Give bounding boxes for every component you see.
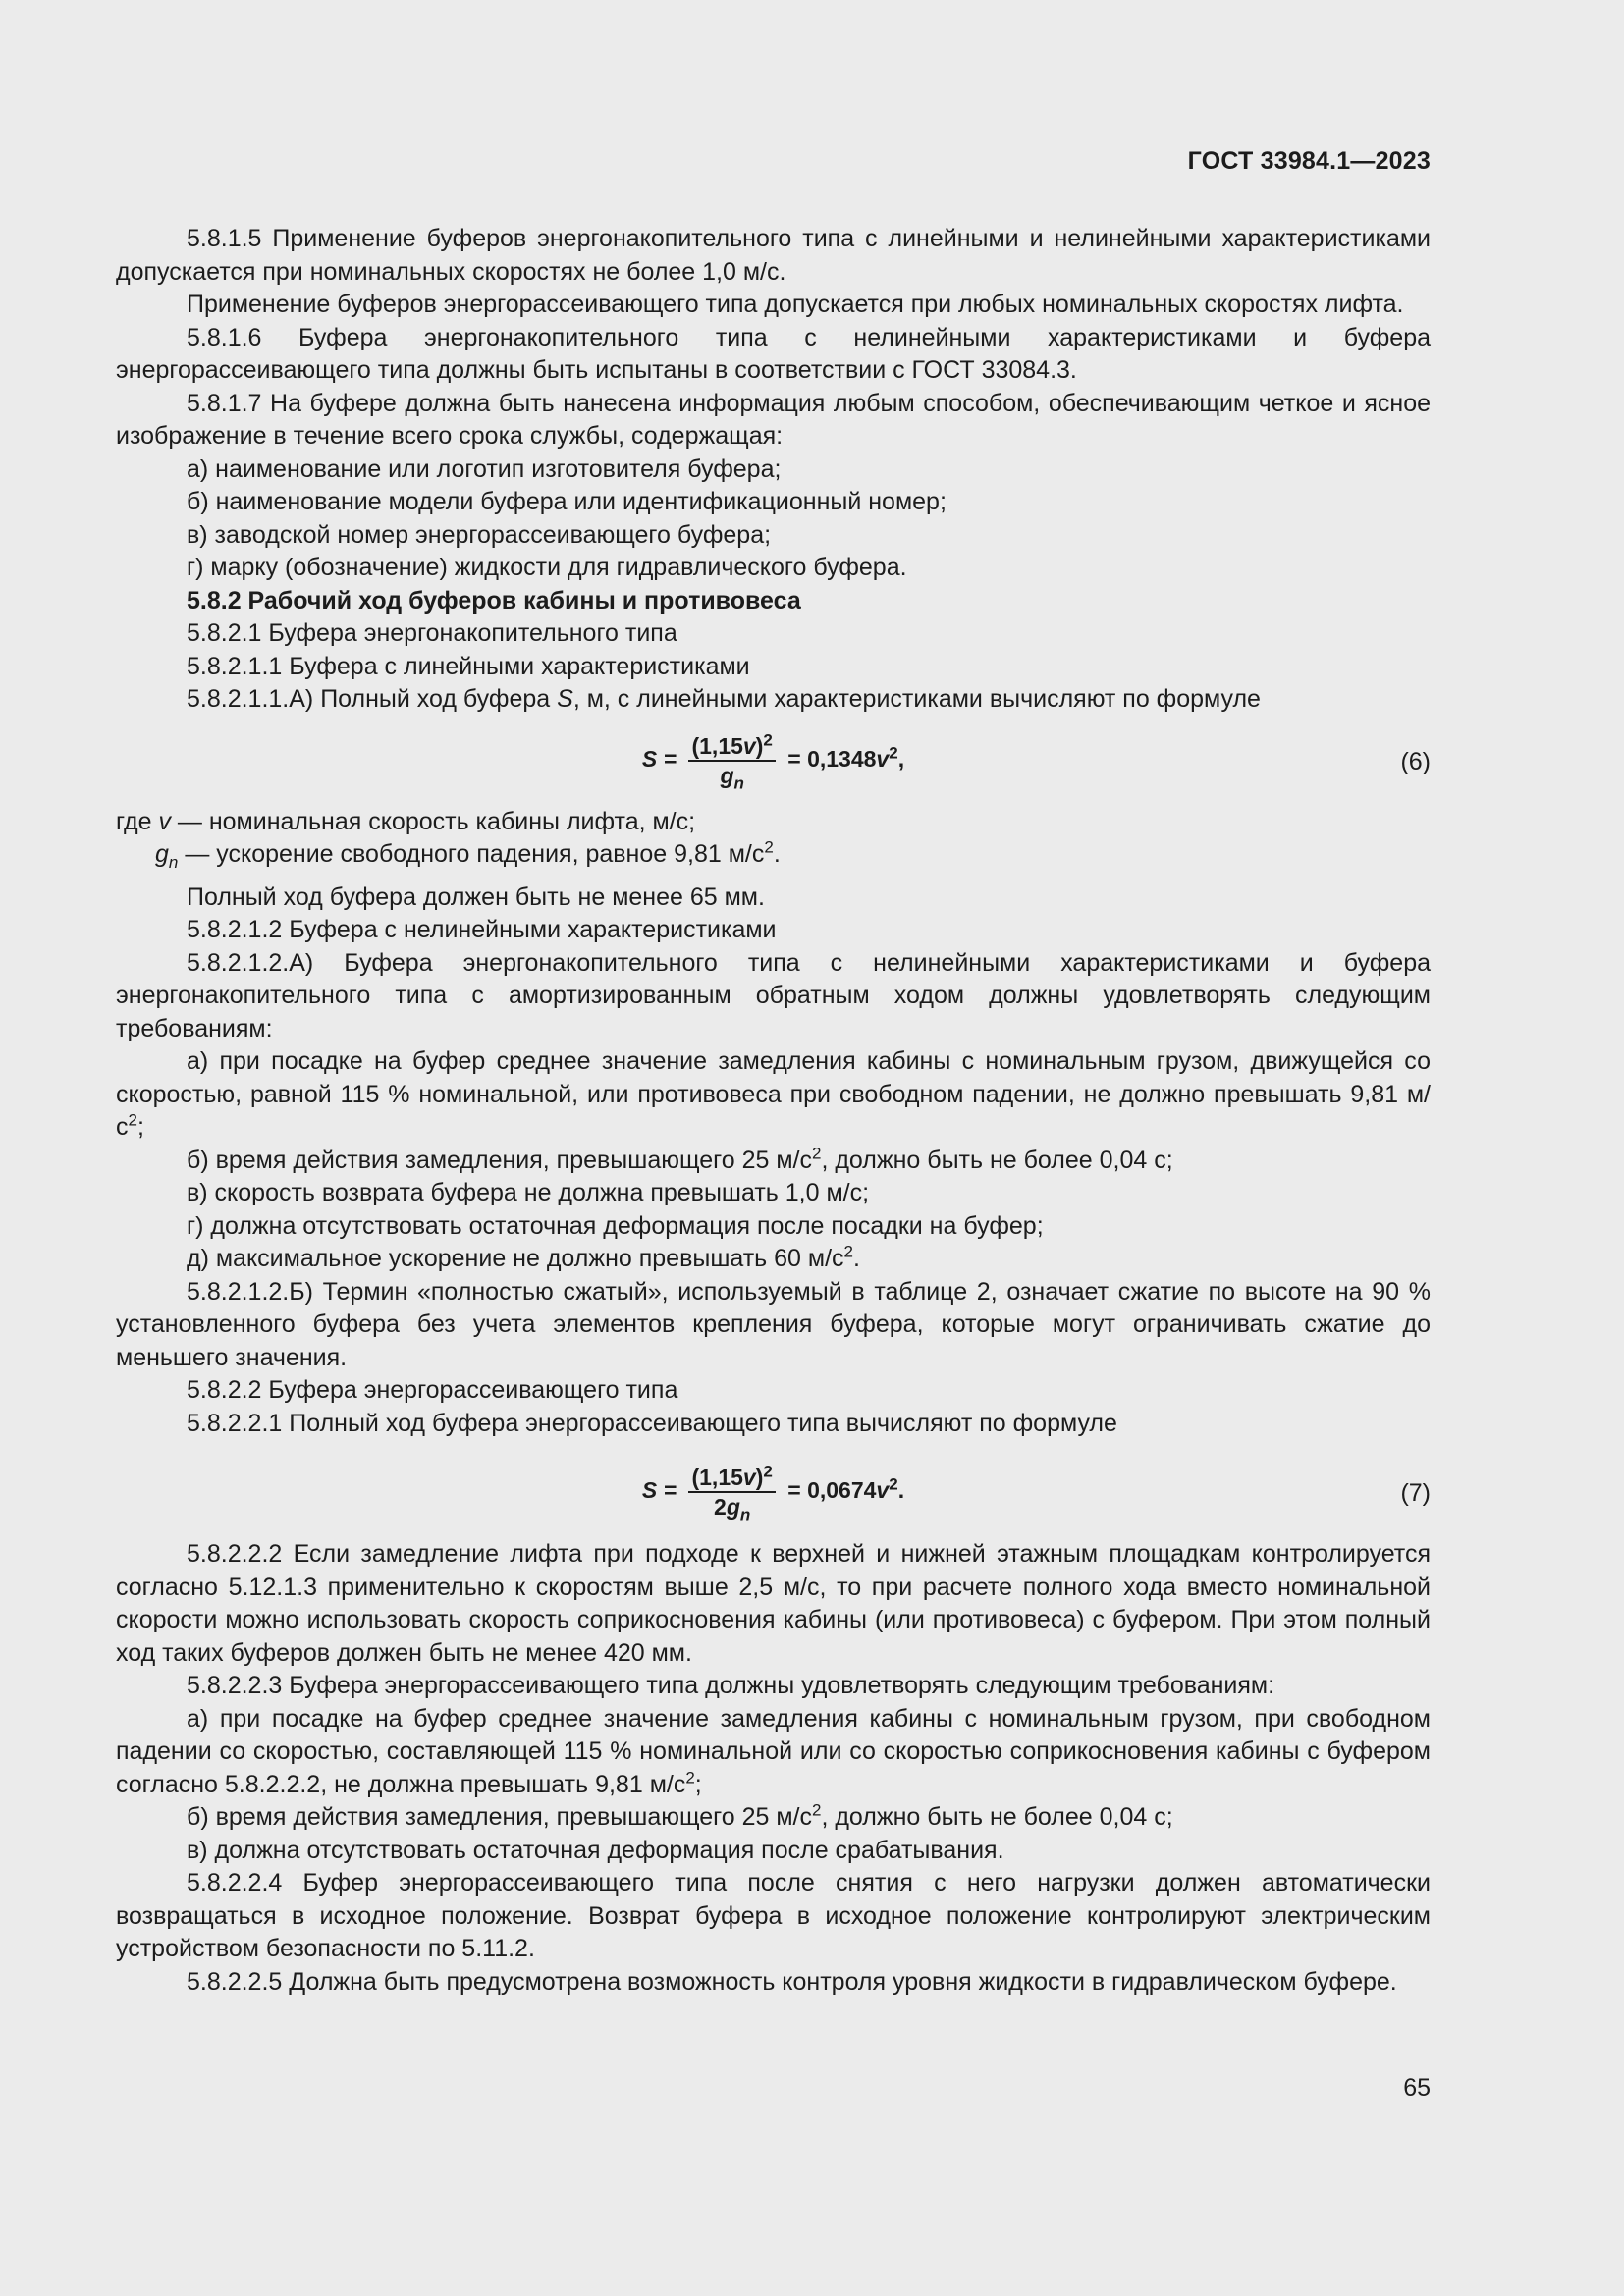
symbol-v: v <box>742 732 756 759</box>
paragraph-5-8-2-2-5: 5.8.2.2.5 Должна быть предусмотрена возможность контроля уровня жидкости в гидравлическом буфере. <box>187 1967 1397 1996</box>
formula-6 <box>116 729 1431 795</box>
paragraph-5-8-2-1-1-a <box>116 683 1431 717</box>
formula-numerator <box>688 1464 775 1493</box>
formula-6-expression <box>116 729 1431 793</box>
text-run: 2 <box>714 1494 727 1520</box>
text-run: где <box>116 807 159 835</box>
text-run: . <box>897 1477 905 1504</box>
symbol-g: g <box>726 1494 740 1520</box>
subsection-5-8-2-1-1: 5.8.2.1.1 Буфера с линейными характеристиками <box>187 652 750 680</box>
formula-fraction <box>688 1462 775 1524</box>
requirement-b-dissipating <box>116 1801 1431 1835</box>
formula-7-number: (7) <box>1400 1479 1431 1507</box>
text-run: , м, с линейными характеристиками вычисляют по формуле <box>572 685 1261 713</box>
superscript: 2 <box>764 837 774 857</box>
symbol-v: v <box>876 1477 890 1504</box>
text-run: . <box>773 840 781 868</box>
symbol-v: v <box>876 745 890 772</box>
text-run: — номинальная скорость кабины лифта, м/с; <box>170 807 696 835</box>
formula-fraction <box>688 729 775 793</box>
requirement-b <box>116 1145 1431 1178</box>
symbol-g: g <box>155 840 169 868</box>
subscript: n <box>168 853 179 872</box>
requirement-a <box>116 1045 1431 1145</box>
standard-designation: ГОСТ 33984.1—2023 <box>1187 147 1431 175</box>
document-body <box>116 223 1431 1999</box>
paragraph-5-8-2-2-4: 5.8.2.2.4 Буфер энергорассеивающего типа после снятия с него нагрузки должен автоматически возвращаться в исходное положение. Возврат буфера в исходное положение контролируют электрическим устройством безопасности по 5.11.2. <box>116 1869 1431 1962</box>
superscript: 2 <box>685 1768 695 1788</box>
requirement-d <box>116 1243 1431 1276</box>
formula-rhs: = 0,1348 <box>787 745 877 772</box>
requirement-g: г) должна отсутствовать остаточная деформация после посадки на буфер; <box>187 1211 1044 1240</box>
symbol-v: v <box>742 1465 756 1490</box>
paragraph-dissipating-speed: Применение буферов энергорассеивающего типа допускается при любых номинальных скоростях лифта. <box>187 291 1404 318</box>
where-clause-v <box>116 806 1431 839</box>
symbol-g: g <box>720 762 734 788</box>
text-run: (1,15 <box>691 732 743 759</box>
superscript: 2 <box>128 1110 137 1130</box>
superscript: 2 <box>811 1144 822 1163</box>
text-run: ; <box>694 1770 702 1798</box>
list-item-g: г) марку (обозначение) жидкости для гидравлического буфера. <box>187 554 907 581</box>
list-item-b: б) наименование модели буфера или идентификационный номер; <box>187 488 947 515</box>
subsection-5-8-2-2: 5.8.2.2 Буфера энергорассеивающего типа <box>187 1376 678 1404</box>
text-run: д) максимальное ускорение не должно превышать 60 м/с <box>187 1245 844 1272</box>
paragraph-5-8-2-1-2-a: 5.8.2.1.2.А) Буфера энергонакопительного типа с нелинейными характеристиками и буфера энергонакопительного типа с амортизированным обратным ходом должны удовлетворять следующим требованиям: <box>116 948 1431 1042</box>
formula-7 <box>116 1464 1431 1526</box>
text-run: , должно быть не более 0,04 с; <box>821 1803 1173 1831</box>
paragraph-5-8-2-2-3: 5.8.2.2.3 Буфера энергорассеивающего типа должны удовлетворять следующим требованиям: <box>187 1672 1275 1699</box>
paragraph-min-stroke: Полный ход буфера должен быть не менее 65 мм. <box>187 882 765 911</box>
text-run: ) <box>755 1465 764 1490</box>
where-clause-gn <box>155 838 1431 872</box>
text-run: ; <box>136 1113 144 1141</box>
requirement-v-dissipating: в) должна отсутствовать остаточная деформация после срабатывания. <box>187 1836 1004 1864</box>
paragraph-5-8-1-6: 5.8.1.6 Буфера энергонакопительного типа с нелинейными характеристиками и буфера энергорассеивающего типа должны быть испытаны в соответствии с ГОСТ 33084.3. <box>116 323 1431 384</box>
list-item-v: в) заводской номер энергорассеивающего буфера; <box>187 520 772 549</box>
symbol-s: S <box>557 685 573 713</box>
formula-6-number: (6) <box>1400 747 1431 775</box>
superscript: 2 <box>889 742 898 762</box>
text-run: , должно быть не более 0,04 с; <box>821 1146 1173 1174</box>
symbol-v: v <box>158 807 171 835</box>
text-run: ) <box>755 732 764 759</box>
formula-rhs: = 0,0674 <box>787 1477 877 1504</box>
superscript: 2 <box>763 1462 773 1481</box>
text-run: (1,15 <box>691 1465 743 1490</box>
paragraph-5-8-1-5: 5.8.1.5 Применение буферов энергонакопительного типа с линейными и нелинейными характеристиками допускается при номинальных скоростях не более 1,0 м/с. <box>116 225 1431 286</box>
superscript: 2 <box>889 1474 898 1494</box>
page-number: 65 <box>1403 2074 1431 2102</box>
paragraph-5-8-2-2-2: 5.8.2.2.2 Если замедление лифта при подходе к верхней и нижней этажным площадкам контролируется согласно 5.12.1.3 применительно к скоростям выше 2,5 м/с, то при расчете полного хода вместо номинальной скорости можно использовать скорость соприкосновения кабины (или противовеса) с буфером. При этом полный ход таких буферов должен быть не менее 420 мм. <box>116 1540 1431 1667</box>
subscript: n <box>733 774 744 793</box>
superscript: 2 <box>843 1242 854 1261</box>
formula-denominator <box>688 1493 775 1524</box>
list-item-a: а) наименование или логотип изготовителя буфера; <box>187 454 782 483</box>
text-run: а) при посадке на буфер среднее значение замедления кабины с номинальным грузом, движущейся со скоростью, равной 115 % номинальной, или противовеса при свободном падении, не должно превышать 9,81 м/с <box>116 1047 1431 1141</box>
text-run: , <box>897 745 905 772</box>
paragraph-5-8-2-2-1: 5.8.2.2.1 Полный ход буфера энергорассеивающего типа вычисляют по формуле <box>187 1409 1117 1437</box>
formula-lhs: S = <box>641 1477 677 1504</box>
text-run: — ускорение свободного падения, равное 9,81 м/с <box>178 840 765 868</box>
subscript: n <box>739 1505 751 1524</box>
section-heading-5-8-2: 5.8.2 Рабочий ход буферов кабины и противовеса <box>187 586 801 614</box>
superscript: 2 <box>811 1800 822 1820</box>
requirement-v: в) скорость возврата буфера не должна превышать 1,0 м/с; <box>187 1179 870 1206</box>
paragraph-5-8-1-7: 5.8.1.7 На буфере должна быть нанесена информация любым способом, обеспечивающим четкое и ясное изображение в течение всего срока службы, содержащая: <box>116 389 1431 450</box>
paragraph-5-8-2-1-2-b: 5.8.2.1.2.Б) Термин «полностью сжатый», используемый в таблице 2, означает сжатие по высоте на 90 % установленного буфера без учета элементов крепления буфера, которые могут ограничивать сжатие до меньшего значения. <box>116 1277 1431 1371</box>
text-run: . <box>853 1245 860 1272</box>
subsection-5-8-2-1-2: 5.8.2.1.2 Буфера с нелинейными характеристиками <box>187 916 777 943</box>
formula-7-expression <box>116 1462 1431 1524</box>
text-run: 5.8.2.1.1.А) Полный ход буфера <box>187 685 558 713</box>
text-run: б) время действия замедления, превышающего 25 м/с <box>187 1803 812 1831</box>
formula-lhs: S = <box>641 745 677 772</box>
subsection-5-8-2-1: 5.8.2.1 Буфера энергонакопительного типа <box>187 619 677 647</box>
text-run: б) время действия замедления, превышающего 25 м/с <box>187 1146 812 1174</box>
text-run: а) при посадке на буфер среднее значение замедления кабины с номинальным грузом, при свободном падении со скоростью, составляющей 115 % номинальной или со скоростью соприкосновения кабины с буфером согласно 5.8.2.2.2, не должна превышать 9,81 м/с <box>116 1704 1431 1798</box>
formula-denominator <box>688 762 775 793</box>
formula-numerator <box>688 729 775 762</box>
superscript: 2 <box>763 729 773 749</box>
requirement-a-dissipating <box>116 1703 1431 1802</box>
